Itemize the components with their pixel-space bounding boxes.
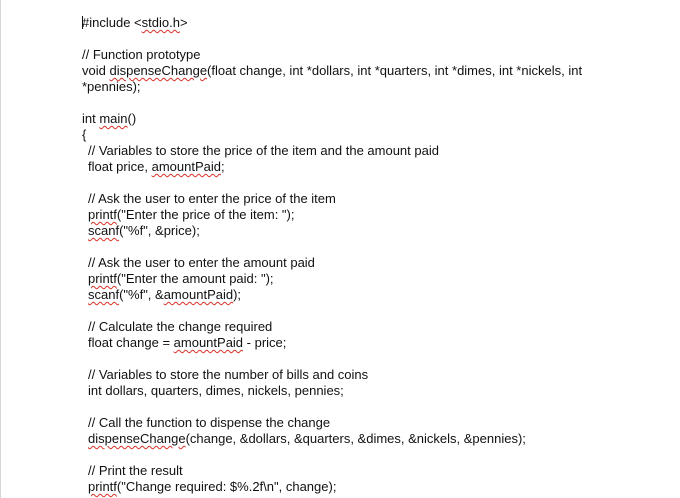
code-text: ()	[127, 111, 137, 126]
spellcheck-flagged-word: printf	[88, 271, 117, 286]
spellcheck-flagged-word: dispenseChange	[88, 431, 186, 446]
spellcheck-flagged-word: amountPaid	[151, 159, 221, 174]
code-line-brace-open	[82, 127, 642, 143]
code-text: *pennies);	[82, 79, 141, 94]
code-text: // Variables to store the price of the item and the amount paid	[88, 143, 439, 158]
spellcheck-flagged-word: main	[99, 111, 128, 126]
spellcheck-flagged-word: amountPaid	[163, 287, 234, 302]
code-text: ("Enter the amount paid: ");	[116, 271, 274, 286]
blank-line	[82, 447, 642, 463]
blank-line	[82, 175, 642, 191]
code-line-scanf-paid	[82, 287, 642, 303]
code-text: - price;	[243, 335, 287, 350]
spellcheck-flagged-word: stdio.h	[141, 15, 180, 30]
blank-line	[82, 399, 642, 415]
code-line-calc	[82, 335, 642, 351]
spellcheck-flagged-word: scanf	[88, 223, 120, 238]
code-line-decl-coins	[82, 383, 642, 399]
code-text: ("Enter the price of the item: ");	[116, 207, 295, 222]
code-text: // Function prototype	[82, 47, 201, 62]
code-line-printf-paid	[82, 271, 642, 287]
code-line-c-call	[82, 415, 642, 431]
code-line-printf-result	[82, 479, 642, 495]
code-text: (float change, int *dollars, int *quarters, int *dimes, int *nickels, int	[207, 63, 583, 78]
blank-line	[82, 95, 642, 111]
code-line-c-ask-price	[82, 191, 642, 207]
code-line-c-proto	[82, 47, 642, 63]
code-text: void	[82, 63, 110, 78]
code-text: // Ask the user to enter the amount paid	[88, 255, 315, 270]
code-line-proto-2	[82, 79, 642, 95]
blank-line	[82, 303, 642, 319]
code-text: ("%f", &price);	[119, 223, 200, 238]
code-text: {	[82, 127, 87, 142]
code-text: float price,	[88, 159, 152, 174]
code-text: // Ask the user to enter the price of the item	[88, 191, 336, 206]
code-text: // Print the result	[88, 463, 183, 478]
code-text: // Call the function to dispense the change	[88, 415, 331, 430]
code-text: ("Change required: $%.2f\n", change);	[116, 479, 337, 494]
code-line-decl-price	[82, 159, 642, 175]
code-text: >	[179, 15, 188, 30]
blank-line	[82, 31, 642, 47]
code-line-c-calc	[82, 319, 642, 335]
code-text: int	[82, 111, 100, 126]
code-line-include	[82, 15, 642, 31]
code-text: ("%f", &	[119, 287, 164, 302]
spellcheck-flagged-word: amountPaid	[173, 335, 244, 350]
code-text: int dollars, quarters, dimes, nickels, pennies;	[88, 383, 344, 398]
blank-line	[82, 351, 642, 367]
code-text: #include <	[82, 15, 142, 30]
code-text: float change =	[88, 335, 174, 350]
code-text-area[interactable]	[82, 15, 642, 495]
code-line-c-vars	[82, 143, 642, 159]
code-line-scanf-price	[82, 223, 642, 239]
code-line-call	[82, 431, 642, 447]
code-line-proto-1	[82, 63, 642, 79]
code-text: );	[233, 287, 242, 302]
code-text: ;	[220, 159, 225, 174]
code-line-main-sig	[82, 111, 642, 127]
code-line-c-ask-paid	[82, 255, 642, 271]
spellcheck-flagged-word: printf	[88, 479, 117, 494]
spellcheck-flagged-word: printf	[88, 207, 117, 222]
blank-line	[82, 239, 642, 255]
code-text: // Calculate the change required	[88, 319, 273, 334]
spellcheck-flagged-word: dispenseChange	[109, 63, 208, 78]
code-line-c-print	[82, 463, 642, 479]
code-text: (change, &dollars, &quarters, &dimes, &nickels, &pennies);	[185, 431, 526, 446]
code-text: // Variables to store the number of bills and coins	[88, 367, 369, 382]
code-line-c-coins	[82, 367, 642, 383]
code-line-printf-price	[82, 207, 642, 223]
page-left-border	[0, 0, 1, 498]
spellcheck-flagged-word: scanf	[88, 287, 120, 302]
